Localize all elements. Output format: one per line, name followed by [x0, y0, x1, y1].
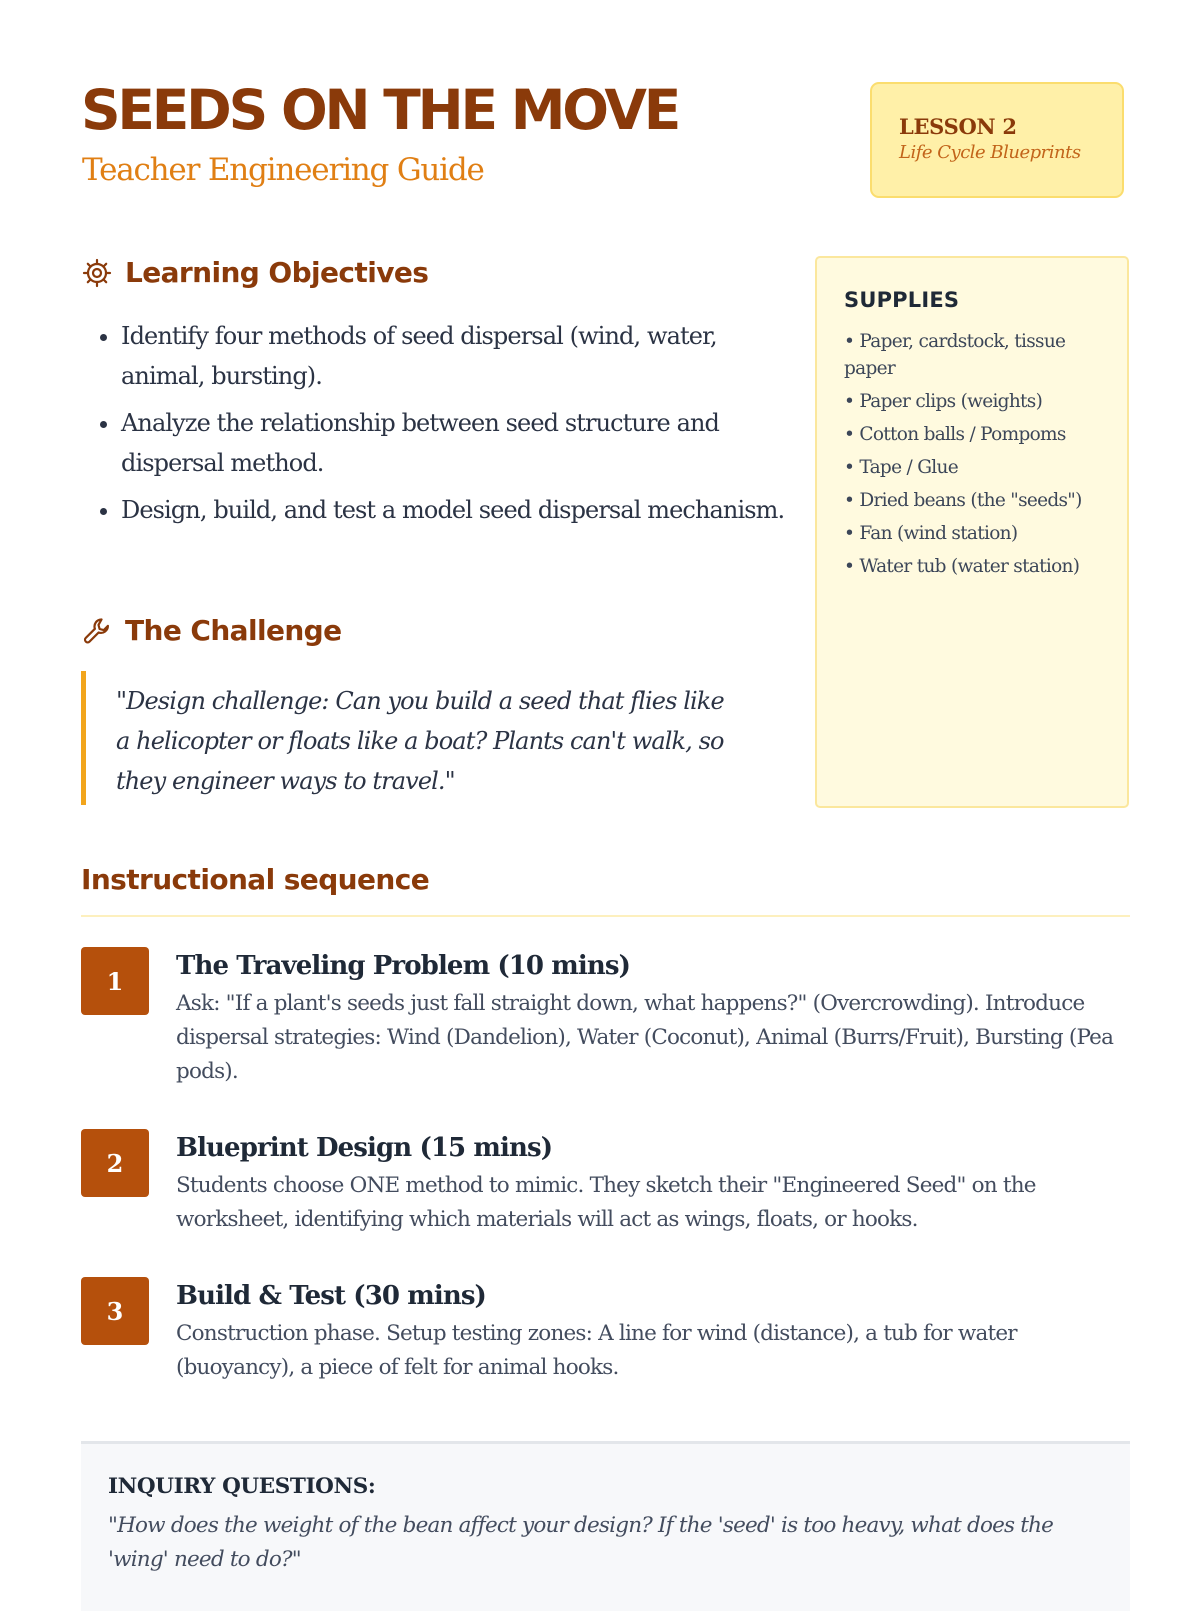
step-description: Students choose ONE method to mimic. They sketch their "Engineered Seed" on the worksheet, identifying which materials will act as wings, floats, or hooks. [176, 1173, 1036, 1232]
lesson-number: LESSON 2 [899, 114, 1017, 139]
supplies-list [844, 328, 1115, 580]
step-title: Build & Test (30 mins) [176, 1281, 486, 1311]
challenge-heading: The Challenge [125, 614, 342, 647]
step-title: Blueprint Design (15 mins) [176, 1133, 553, 1163]
objective-item: • Analyze the relationship between seed structure and dispersal method. [121, 403, 801, 483]
wrench-icon [81, 615, 113, 647]
supplies-panel [815, 256, 1129, 808]
inquiry-text: "How does the weight of the bean affect your design? If the 'seed' is too heavy, what does the 'wing' need to do?" [108, 1513, 1054, 1572]
challenge-quote: "Design challenge: Can you build a seed that flies like a helicopter or floats like a boat? Plants can't walk, so they engineer ways to travel." [81, 671, 741, 805]
step-description: Construction phase. Setup testing zones: A line for wind (distance), a tub for water (buoyancy), a piece of felt for animal hooks. [176, 1321, 1017, 1380]
gear-icon [81, 257, 113, 289]
objectives-header [81, 256, 428, 289]
supply-item: • Dried beans (the "seeds") [844, 490, 1082, 511]
objectives-list [81, 316, 801, 537]
inquiry-box [81, 1441, 1130, 1611]
step-number-badge: 1 [81, 947, 149, 1015]
supply-item: • Tape / Glue [844, 457, 958, 478]
page-title: SEEDS ON THE MOVE [81, 78, 679, 142]
step-body [176, 947, 1126, 1089]
sequence-heading: Instructional sequence [81, 863, 1130, 917]
supplies-title: SUPPLIES [844, 288, 960, 312]
supply-item: • Cotton balls / Pompoms [844, 424, 1066, 445]
step-body [176, 1129, 1126, 1237]
inquiry-title: INQUIRY QUESTIONS: [108, 1474, 376, 1499]
lesson-name: Life Cycle Blueprints [899, 142, 1081, 164]
objective-item: • Design, build, and test a model seed dispersal mechanism. [121, 490, 801, 530]
supply-item: • Paper clips (weights) [844, 391, 1043, 412]
supply-item: • Water tub (water station) [844, 556, 1080, 577]
step-number-badge: 2 [81, 1129, 149, 1197]
objectives-heading: Learning Objectives [125, 256, 429, 289]
step-description: Ask: "If a plant's seeds just fall straight down, what happens?" (Overcrowding). Introduce dispersal strategies: Wind (Dandelion), Water (Coconut), Animal (Burrs/Fruit), Bursting (Pea pods). [176, 991, 1114, 1084]
page-subtitle: Teacher Engineering Guide [82, 152, 484, 188]
challenge-header [81, 614, 342, 647]
supply-item: • Paper, cardstock, tissue paper [844, 331, 1066, 379]
supply-item: • Fan (wind station) [844, 523, 1018, 544]
step-number-badge: 3 [81, 1277, 149, 1345]
step-body [176, 1277, 1126, 1385]
lesson-badge [870, 82, 1124, 198]
objective-item: • Identify four methods of seed dispersal (wind, water, animal, bursting). [121, 316, 801, 396]
step-title: The Traveling Problem (10 mins) [176, 951, 631, 981]
